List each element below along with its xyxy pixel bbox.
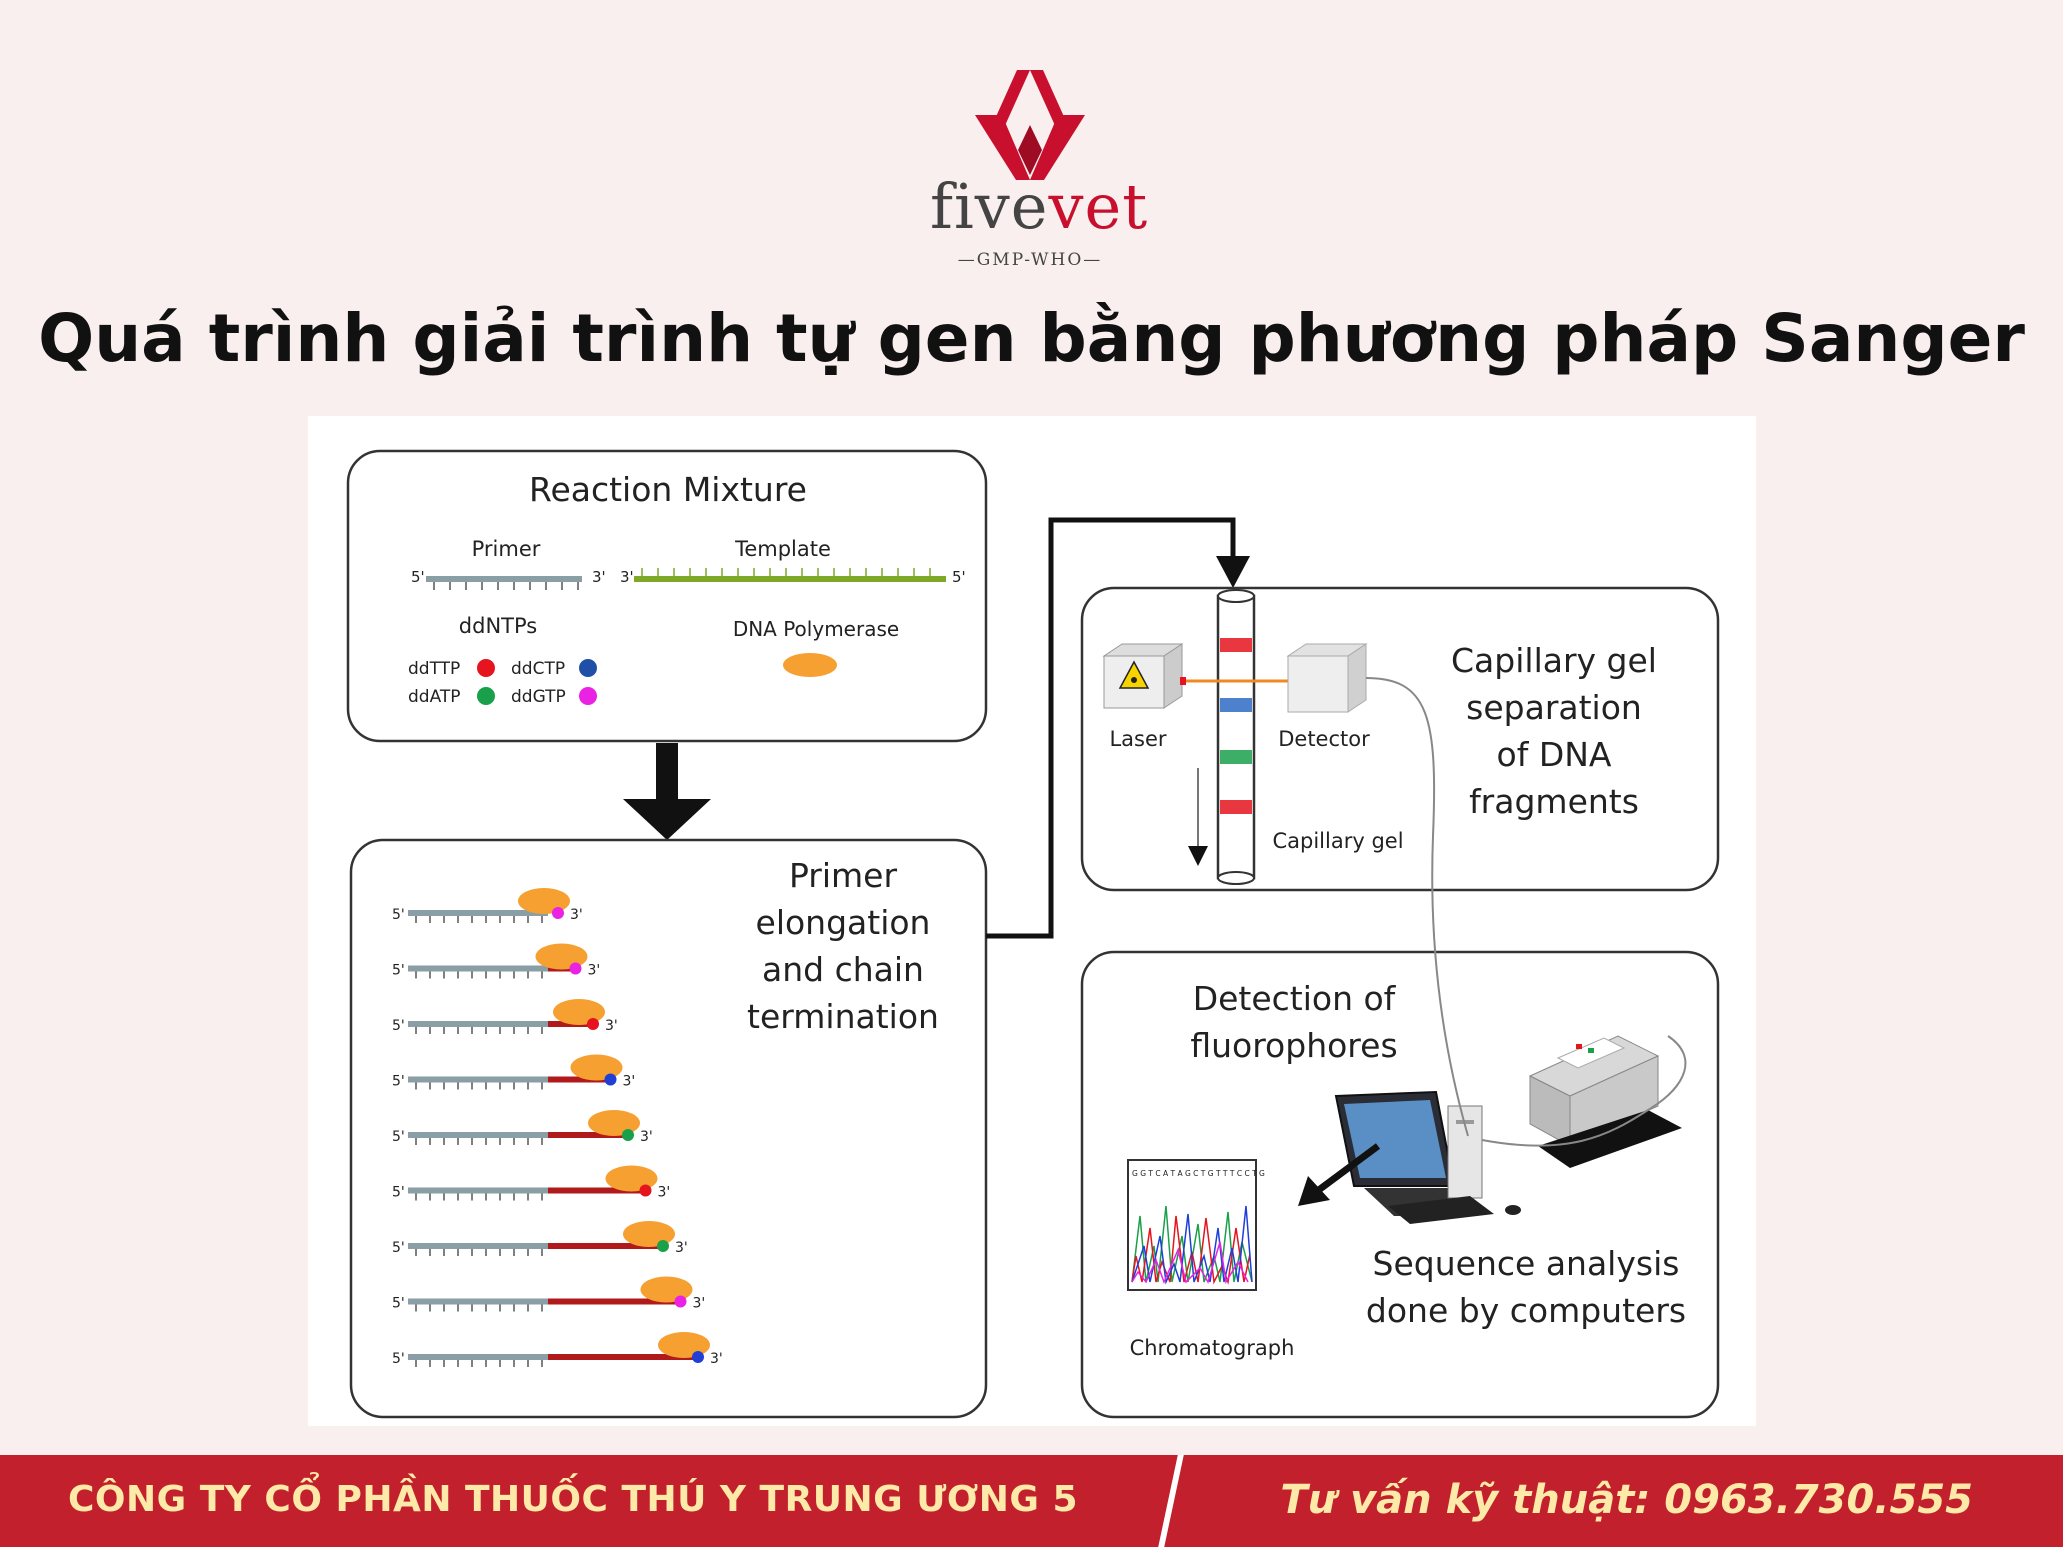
primer-5-end: 5' [411, 568, 425, 586]
ddttp-label: ddTTP [408, 659, 461, 679]
fragment-primer [408, 1188, 548, 1194]
terminator-dot [605, 1074, 617, 1086]
primer-3-end: 3' [592, 568, 606, 586]
fragment-primer [408, 1299, 548, 1305]
gel-band-2 [1220, 698, 1252, 712]
chromatograph-header: G G T C A T A G C T G T T T C C T G [1132, 1169, 1265, 1178]
detector-label: Detector [1278, 727, 1370, 751]
elongation-title-line-4: termination [747, 997, 939, 1036]
capillary-title-line-4: fragments [1469, 782, 1639, 821]
fragment-5-end: 5' [392, 1073, 405, 1090]
capillary-panel [1082, 588, 1718, 890]
polymerase-icon [783, 653, 837, 677]
template-3-end: 3' [620, 568, 634, 586]
fragment-3-end: 3' [675, 1240, 688, 1256]
detection-title-line-1: Detection of [1192, 979, 1396, 1018]
logo-subtitle: —GMP-WHO— [957, 250, 1103, 270]
company-name: CÔNG TY CỔ PHẦN THUỐC THÚ Y TRUNG ƯƠNG 5 [68, 1479, 1079, 1520]
fragment-5-end: 5' [392, 962, 405, 979]
chromatograph-label: Chromatograph [1129, 1336, 1295, 1360]
fragment-3-end: 3' [587, 962, 601, 979]
fragment-3-end: 3' [657, 1184, 671, 1201]
terminator-dot [587, 1018, 599, 1030]
analysis-line-1: Sequence analysis [1372, 1244, 1680, 1283]
fragment-5-end: 5' [392, 1240, 405, 1256]
fragment-5-end: 5' [392, 1129, 405, 1145]
ddntps-label: ddNTPs [458, 614, 538, 638]
terminator-dot [692, 1351, 704, 1363]
sanger-diagram [308, 416, 1756, 1426]
footer-bar [0, 1455, 2063, 1547]
capillary-title-line-1: Capillary gel [1451, 641, 1657, 680]
fragment-3-end: 3' [622, 1073, 636, 1090]
page-title: Quá trình giải trình tự gen bằng phương pháp Sanger [38, 300, 2025, 377]
laser-icon [1104, 644, 1186, 708]
capillary-gel-label: Capillary gel [1272, 829, 1404, 853]
capillary-title-line-2: separation [1466, 688, 1642, 727]
ddctp-dot [579, 659, 597, 677]
gel-band-1 [1220, 638, 1252, 652]
primer-label: Primer [471, 537, 541, 561]
template-label: Template [735, 537, 831, 561]
fragment-primer [408, 910, 548, 916]
gel-band-4 [1220, 800, 1252, 814]
reaction-mixture-title: Reaction Mixture [529, 470, 807, 509]
fragment-5-end: 5' [392, 1351, 405, 1367]
elongation-title-line-3: and chain [762, 950, 924, 989]
fivevet-mark-icon [930, 70, 1130, 180]
fragment-3-end: 3' [605, 1018, 618, 1034]
reaction-mixture-panel [348, 451, 986, 741]
fragment-primer [408, 1354, 548, 1360]
fragment-primer [408, 1077, 548, 1083]
down-arrow-icon [623, 743, 711, 840]
logo-wordmark: fivevet [930, 170, 1149, 243]
detection-title-line-2: fluorophores [1190, 1026, 1398, 1065]
capillary-title-line-3: of DNA [1496, 735, 1612, 774]
fragment-3-end: 3' [710, 1351, 723, 1367]
terminator-dot [570, 963, 582, 975]
ddatp-dot [477, 687, 495, 705]
fragment-5-end: 5' [392, 1018, 405, 1034]
fragment-primer [408, 1243, 548, 1249]
ddctp-label: ddCTP [511, 659, 566, 679]
detector-icon [1288, 644, 1366, 712]
ddgtp-dot [579, 687, 597, 705]
analysis-line-2: done by computers [1365, 1291, 1687, 1330]
fragment-3-end: 3' [640, 1129, 653, 1145]
fragment-5-end: 5' [392, 1184, 405, 1201]
chromatograph-icon [1128, 1160, 1265, 1290]
fragment-primer [408, 1132, 548, 1138]
terminator-dot [622, 1129, 634, 1141]
fragment-3-end: 3' [570, 907, 583, 923]
fivevet-logo [930, 70, 1149, 280]
fragment-primer [408, 966, 548, 972]
elongation-panel [351, 840, 986, 1417]
gel-band-3 [1220, 750, 1252, 764]
ddgtp-label: ddGTP [511, 687, 566, 707]
terminator-dot [675, 1296, 687, 1308]
ddttp-dot [477, 659, 495, 677]
ddatp-label: ddATP [408, 687, 461, 707]
polymerase-label: DNA Polymerase [732, 617, 900, 641]
fragment-5-end: 5' [392, 907, 405, 923]
template-5-end: 5' [952, 568, 966, 586]
contact-line: Tư vấn kỹ thuật: 0963.730.555 [1280, 1477, 1973, 1523]
fragment-primer [408, 1021, 548, 1027]
fragment-5-end: 5' [392, 1295, 405, 1312]
elongation-title-line-2: elongation [755, 903, 931, 942]
primer-strand [426, 576, 582, 582]
connector-arrowhead-icon [1216, 556, 1250, 588]
terminator-dot [640, 1185, 652, 1197]
template-strand [634, 576, 946, 582]
terminator-dot [552, 907, 564, 919]
footer-divider [1158, 1455, 1184, 1547]
terminator-dot [657, 1240, 669, 1252]
elongation-title-line-1: Primer [788, 856, 898, 895]
laser-label: Laser [1109, 727, 1167, 751]
fragment-3-end: 3' [692, 1295, 706, 1312]
